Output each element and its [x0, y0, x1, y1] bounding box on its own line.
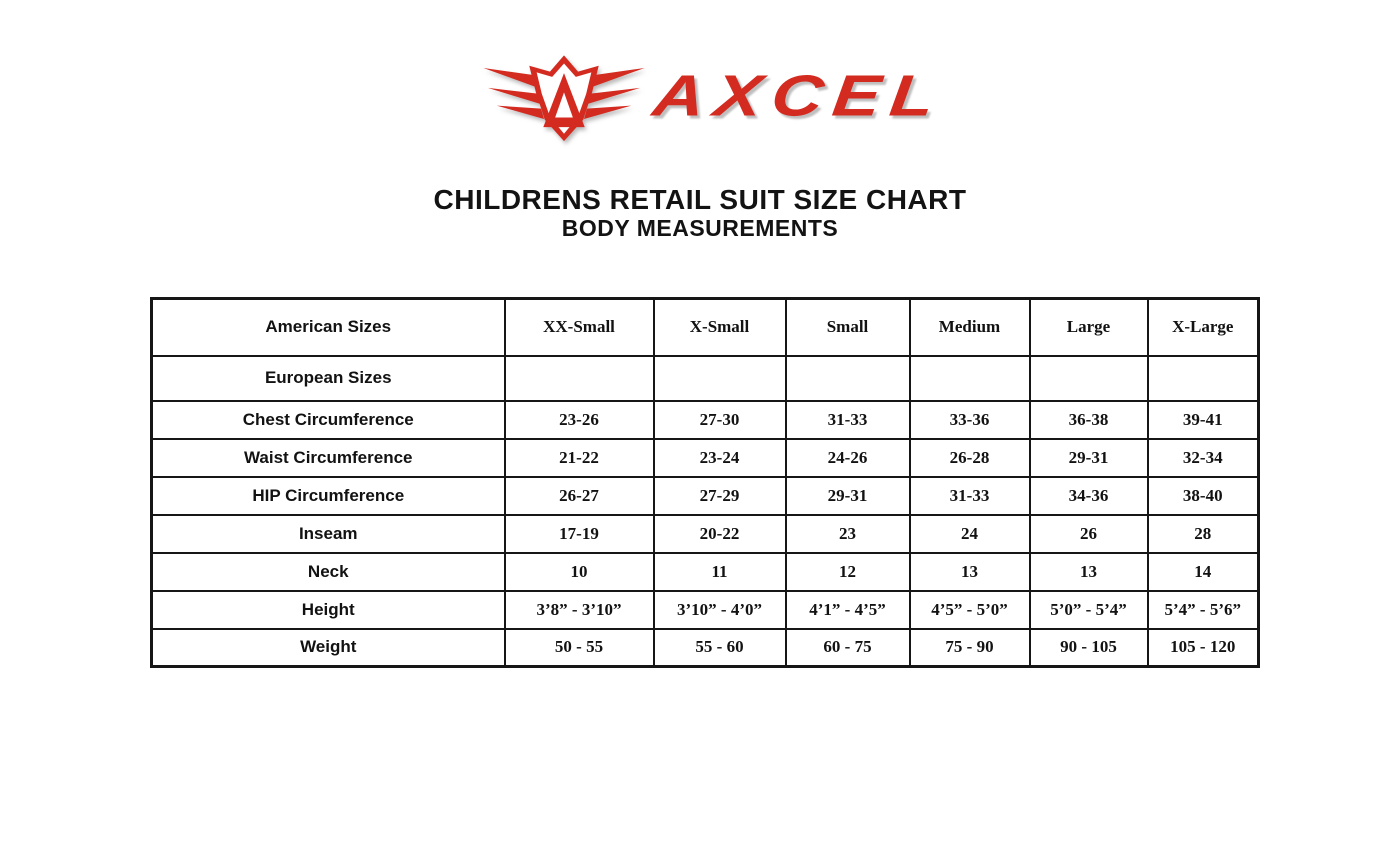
table-cell: 10 [505, 553, 654, 591]
row-label: European Sizes [152, 356, 505, 401]
table-cell: 4’5” - 5’0” [910, 591, 1030, 629]
table-cell: 33-36 [910, 401, 1030, 439]
table-cell: 31-33 [910, 477, 1030, 515]
table-cell [654, 356, 786, 401]
table-cell: 14 [1148, 553, 1259, 591]
table-cell: 3’10” - 4’0” [654, 591, 786, 629]
table-cell: 26-28 [910, 439, 1030, 477]
table-cell [1030, 356, 1148, 401]
table-cell: 39-41 [1148, 401, 1259, 439]
table-cell: 105 - 120 [1148, 629, 1259, 667]
row-label: Inseam [152, 515, 505, 553]
table-cell: 3’8” - 3’10” [505, 591, 654, 629]
table-cell: 5’4” - 5’6” [1148, 591, 1259, 629]
table-cell: 27-29 [654, 477, 786, 515]
table-cell: 26 [1030, 515, 1148, 553]
table-row-height [152, 591, 1259, 629]
table-cell: 23-26 [505, 401, 654, 439]
size-chart-table [150, 297, 1260, 668]
page-subtitle: BODY MEASUREMENTS [561, 215, 839, 241]
row-label: Height [152, 591, 505, 629]
table-cell [1148, 356, 1259, 401]
axcel-wordmark: AXCEL [649, 62, 948, 129]
table-cell: 26-27 [505, 477, 654, 515]
column-header-small: Small [786, 299, 910, 356]
table-cell: 13 [910, 553, 1030, 591]
table-row-european-sizes [152, 356, 1259, 401]
size-chart-table-wrap [150, 297, 1260, 668]
table-cell: 21-22 [505, 439, 654, 477]
row-label: Neck [152, 553, 505, 591]
page-title: CHILDRENS RETAIL SUIT SIZE CHART [433, 184, 967, 215]
table-cell [910, 356, 1030, 401]
column-header-american-sizes: American Sizes [152, 299, 505, 356]
table-row-weight [152, 629, 1259, 667]
table-cell: 12 [786, 553, 910, 591]
table-cell: 38-40 [1148, 477, 1259, 515]
table-cell: 20-22 [654, 515, 786, 553]
table-cell: 23 [786, 515, 910, 553]
column-header-large: Large [1030, 299, 1148, 356]
table-cell: 34-36 [1030, 477, 1148, 515]
table-header-row [152, 299, 1259, 356]
row-label: Chest Circumference [152, 401, 505, 439]
table-row-waist [152, 439, 1259, 477]
table-cell: 5’0” - 5’4” [1030, 591, 1148, 629]
row-label: Weight [152, 629, 505, 667]
row-label: HIP Circumference [152, 477, 505, 515]
table-cell: 75 - 90 [910, 629, 1030, 667]
table-cell: 17-19 [505, 515, 654, 553]
table-cell: 29-31 [786, 477, 910, 515]
axcel-emblem-icon [479, 48, 649, 150]
table-cell: 36-38 [1030, 401, 1148, 439]
brand-logo [0, 48, 1400, 150]
table-row-inseam [152, 515, 1259, 553]
column-header-x-small: X-Small [654, 299, 786, 356]
table-cell: 27-30 [654, 401, 786, 439]
table-cell: 29-31 [1030, 439, 1148, 477]
table-cell: 31-33 [786, 401, 910, 439]
table-cell: 60 - 75 [786, 629, 910, 667]
column-header-medium: Medium [910, 299, 1030, 356]
table-cell [505, 356, 654, 401]
table-cell: 55 - 60 [654, 629, 786, 667]
table-cell: 13 [1030, 553, 1148, 591]
table-cell: 4’1” - 4’5” [786, 591, 910, 629]
table-cell: 50 - 55 [505, 629, 654, 667]
row-label: Waist Circumference [152, 439, 505, 477]
table-cell: 28 [1148, 515, 1259, 553]
table-cell: 90 - 105 [1030, 629, 1148, 667]
column-header-x-large: X-Large [1148, 299, 1259, 356]
table-row-neck [152, 553, 1259, 591]
table-cell: 32-34 [1148, 439, 1259, 477]
table-row-chest [152, 401, 1259, 439]
table-cell: 24-26 [786, 439, 910, 477]
table-cell: 11 [654, 553, 786, 591]
table-cell: 24 [910, 515, 1030, 553]
table-row-hip [152, 477, 1259, 515]
table-cell [786, 356, 910, 401]
table-cell: 23-24 [654, 439, 786, 477]
column-header-xx-small: XX-Small [505, 299, 654, 356]
